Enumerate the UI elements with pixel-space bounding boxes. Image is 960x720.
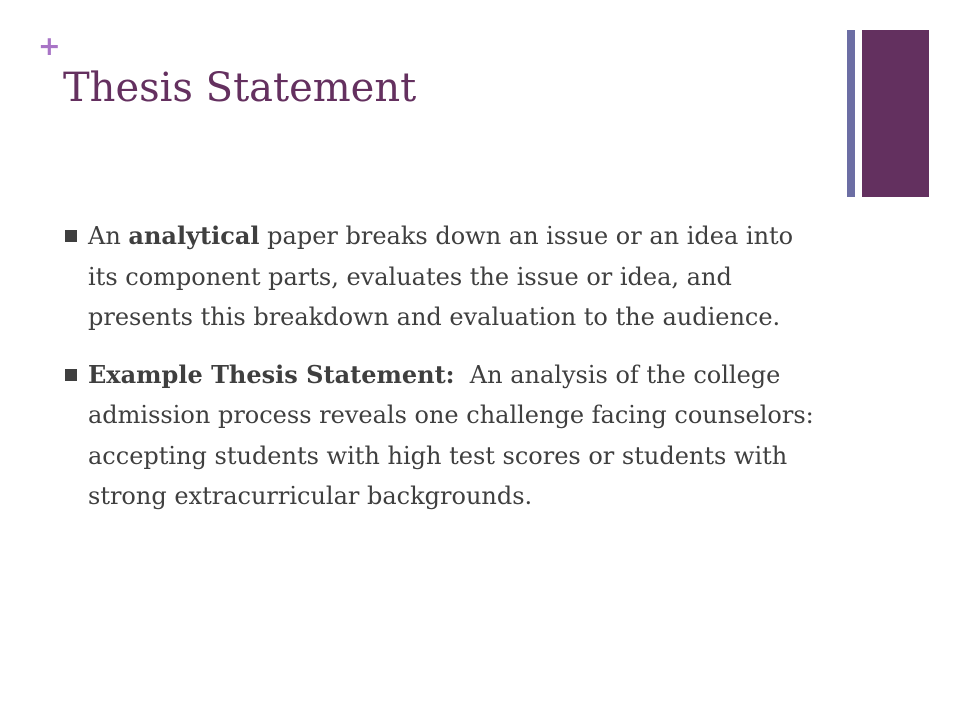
bullet-text-pre: An: [88, 222, 129, 250]
slide-title: Thesis Statement: [63, 65, 417, 111]
bullet-text-post: paper breaks down an issue or an idea into its component parts, evaluates the issue or idea, and presents this breakdown and evaluation to the audience.: [88, 222, 794, 331]
bullet-list: [65, 216, 825, 517]
bullet-square-icon: [65, 369, 77, 381]
accent-bar-thick: [862, 30, 929, 197]
title-plus-mark: +: [38, 31, 61, 62]
bullet-text-bold: analytical: [128, 221, 260, 250]
bullet-item-analytical: [65, 216, 825, 338]
bullet-text-post: An analysis of the college admission process reveals one challenge facing counselors: accepting students with high test scores or students with strong extracurricular backgrounds.: [88, 360, 822, 510]
bullet-item-example: [65, 355, 825, 517]
accent-bar-thin: [847, 30, 855, 197]
bullet-square-icon: [65, 230, 77, 242]
bullet-text-bold: Example Thesis Statement:: [88, 359, 455, 389]
